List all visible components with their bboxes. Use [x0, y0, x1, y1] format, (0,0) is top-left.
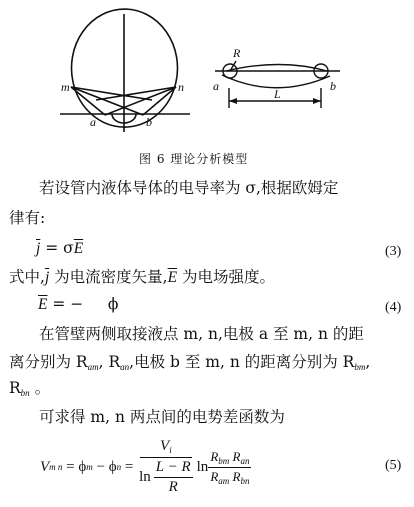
para3-line3 [9, 381, 50, 398]
label-right-b: b [330, 79, 336, 93]
eq5-inner-den: R [168, 479, 178, 495]
para3-line1: 在管壁两侧取接液点 m, n,电极 a 至 m, n 的距 [39, 325, 364, 343]
eq5-num-V-sub: i [169, 445, 172, 455]
eq5-denominator [137, 458, 195, 496]
equation-3 [36, 241, 83, 257]
para2-a: 式中, [9, 268, 45, 286]
para2-b: 为电流密度矢量, [49, 268, 168, 286]
eq5-rn-b: R [232, 448, 241, 464]
figure-caption: 图 6 理论分析模型 [139, 152, 249, 166]
eq5-ratio-den [208, 468, 251, 486]
eq5-den-ln: ln [139, 469, 151, 485]
para3-l3a: R [9, 379, 21, 397]
eq4-number: (4) [385, 300, 402, 315]
eq5-rd-a: R [210, 468, 219, 484]
eq5-main-fraction [137, 438, 195, 496]
label-R: R [233, 46, 241, 60]
para3-l2b: , R [98, 353, 121, 371]
para2-j: $\overline{j}$ [44, 269, 50, 286]
label-b: b [146, 115, 152, 129]
para1-line2: 律有: [9, 209, 46, 227]
sub-am: am [87, 362, 99, 372]
eq5-rd-a-sub: am [218, 475, 230, 486]
para1-line1: 若设管内液体导体的电导率为 σ,根据欧姆定 [39, 179, 339, 197]
eq3-E: $\overline{E}$ [73, 240, 84, 257]
lower-arc [222, 75, 330, 88]
label-L: L [274, 87, 281, 101]
eq5-rd-b-sub: bn [240, 475, 250, 486]
eq5-phi-n-sub: n [116, 462, 122, 472]
equation-5 [40, 437, 251, 497]
para2-c: 为电场强度。 [177, 268, 276, 286]
eq4-E: $\overline{E}$ [38, 296, 48, 313]
eq5-minus: − ϕ [92, 458, 117, 475]
label-a: a [90, 115, 96, 129]
eq5-rn-a-sub: bm [218, 455, 230, 466]
eq3-number: (3) [385, 244, 402, 259]
para3-l3b: 。 [29, 379, 51, 397]
figure-6 [0, 0, 414, 145]
eq4-rest: = − ϕ [47, 295, 119, 313]
upper-arc [226, 65, 327, 72]
label-m: m [61, 80, 70, 94]
label-right-a: a [213, 79, 219, 93]
eq5-rn-b-sub: an [240, 455, 250, 466]
eq5-inner-num: L − R [154, 459, 193, 478]
para3-line2 [9, 355, 370, 372]
para3-l2d: , [365, 353, 371, 371]
eq5-V-sub: m n [49, 462, 63, 472]
pipe-cross-section-diagram [60, 9, 190, 132]
eq5-numerator [140, 438, 192, 458]
eq5-ln: ln [196, 458, 209, 475]
eq5-num-V: V [160, 438, 170, 454]
eq5-ratio-num [208, 449, 251, 468]
eq3-j: $\overline{j}$ [36, 240, 41, 257]
label-n: n [178, 80, 184, 94]
sub-bm: bm [354, 362, 366, 372]
line-n-to-a [105, 87, 176, 115]
eq5-rn-a: R [210, 448, 219, 464]
sub-bn: bn [20, 388, 30, 398]
para4: 可求得 m, n 两点间的电势差函数为 [39, 408, 285, 426]
arrow-right [313, 98, 321, 104]
para2 [9, 270, 275, 286]
equation-4 [38, 297, 119, 313]
para3-l2c: ,电极 b 至 m, n 的距离分别为 R [129, 353, 355, 371]
eq5-number: (5) [385, 458, 402, 473]
eq5-eq2: = [121, 458, 138, 475]
para2-E: $\overline{E}$ [167, 269, 178, 286]
eq5-phi-m-sub: m [86, 462, 93, 472]
arrow-left [229, 98, 237, 104]
eq5-rd-b: R [232, 468, 241, 484]
eq3-mid: = σ [40, 239, 74, 257]
eq5-V: V [40, 458, 50, 475]
line-m-to-b [71, 87, 143, 115]
sub-an: an [120, 362, 130, 372]
eq5-ratio-fraction [208, 449, 251, 486]
eq5-inner-fraction [154, 459, 193, 496]
eq5-eq1: = ϕ [62, 458, 87, 475]
para3-l2a: 离分别为 R [9, 353, 88, 371]
